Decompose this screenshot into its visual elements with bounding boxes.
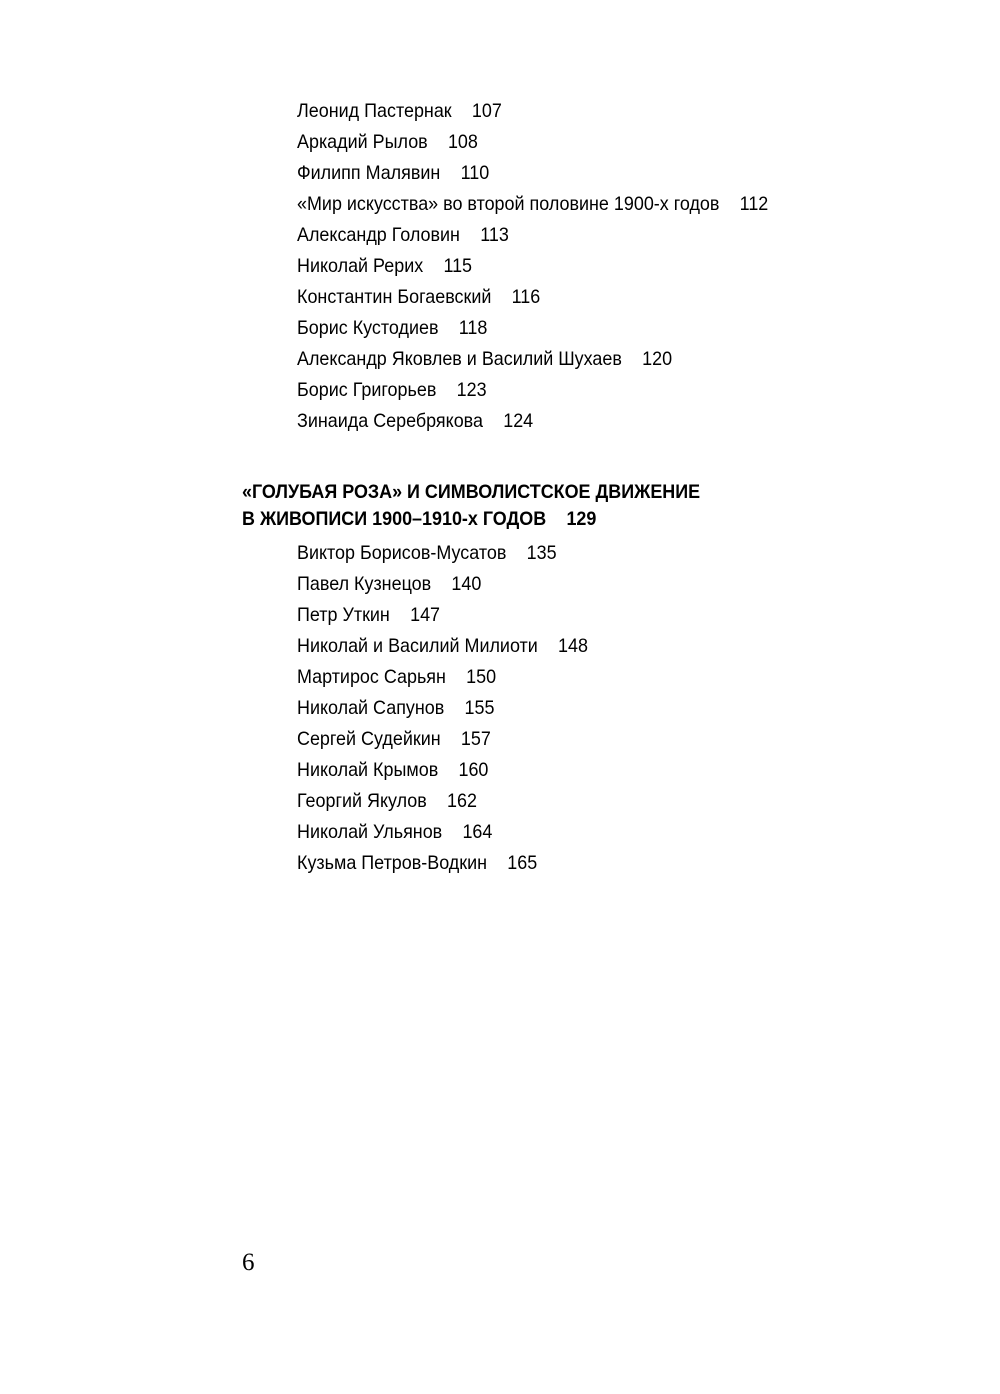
toc-entry-page: 164 [462, 821, 493, 843]
toc-entry [297, 127, 768, 158]
toc-entry-title: Николай и Василий Милиоти [297, 635, 538, 657]
toc-entry-page: 116 [511, 286, 541, 308]
toc-entry-page: 147 [410, 604, 441, 626]
toc-entry-page: 113 [480, 224, 509, 246]
toc-entry-page: 135 [526, 542, 557, 564]
toc-entry-page: 120 [642, 348, 673, 370]
toc-entry-title: Георгий Якулов [297, 790, 427, 812]
toc-entry-title: Николай Рерих [297, 255, 424, 277]
toc-list-artists-2 [297, 538, 613, 879]
toc-entry-title: Виктор Борисов-Мусатов [297, 542, 507, 564]
section-heading-page: 129 [566, 508, 597, 530]
toc-entry-title: Александр Головин [297, 224, 460, 246]
toc-entry [297, 189, 768, 220]
toc-entry-page: 155 [464, 697, 495, 719]
toc-entry-title: Николай Сапунов [297, 697, 445, 719]
toc-entry-title: Мартирос Сарьян [297, 666, 446, 688]
toc-entry-page: 107 [471, 100, 502, 122]
toc-entry [297, 251, 768, 282]
toc-entry-page: 160 [458, 759, 489, 781]
toc-entry [297, 786, 588, 817]
toc-entry-page: 118 [458, 317, 488, 339]
toc-entry-title: Николай Крымов [297, 759, 439, 781]
section-heading-line-2: В ЖИВОПИСИ 1900–1910-х ГОДОВ [242, 508, 547, 530]
toc-entry-title: Зинаида Серебрякова [297, 410, 483, 432]
toc-entry-title: Сергей Судейкин [297, 728, 441, 750]
toc-entry [297, 569, 588, 600]
toc-entry-page: 140 [451, 573, 482, 595]
toc-entry-page: 157 [460, 728, 491, 750]
toc-entry-title: Константин Богаевский [297, 286, 492, 308]
toc-entry-page: 165 [507, 852, 538, 874]
toc-entry [297, 406, 768, 437]
toc-entry-page: 148 [558, 635, 588, 657]
toc-entry-title: Павел Кузнецов [297, 573, 432, 595]
toc-entry-title: Петр Уткин [297, 604, 390, 626]
toc-entry-page: 123 [456, 379, 487, 401]
page-number: 6 [242, 1249, 255, 1276]
toc-entry-title: Борис Кустодиев [297, 317, 439, 339]
toc-entry [297, 848, 588, 879]
toc-entry-page: 112 [739, 193, 769, 215]
toc-entry [297, 220, 768, 251]
toc-entry [297, 662, 588, 693]
toc-list-artists-1 [297, 96, 809, 437]
toc-entry-title: Борис Григорьев [297, 379, 437, 401]
toc-entry-page: 150 [466, 666, 497, 688]
toc-entry-title: Филипп Малявин [297, 162, 441, 184]
toc-entry-page: 115 [443, 255, 473, 277]
toc-entry-title: Николай Ульянов [297, 821, 443, 843]
toc-entry [297, 817, 588, 848]
toc-entry-title: Леонид Пастернак [297, 100, 452, 122]
toc-entry [297, 282, 768, 313]
section-heading-line-1: «ГОЛУБАЯ РОЗА» И СИМВОЛИСТСКОЕ ДВИЖЕНИЕ [242, 481, 701, 503]
toc-entry-title: Александр Яковлев и Василий Шухаев [297, 348, 622, 370]
toc-entry [297, 375, 768, 406]
toc-entry [297, 631, 588, 662]
toc-entry-page: 110 [460, 162, 490, 184]
toc-entry [297, 600, 588, 631]
toc-entry-page: 124 [503, 410, 534, 432]
toc-entry-title: Кузьма Петров-Водкин [297, 852, 488, 874]
section-heading [242, 479, 700, 533]
toc-entry [297, 96, 768, 127]
toc-entry-page: 162 [447, 790, 477, 812]
toc-entry [297, 344, 768, 375]
toc-entry [297, 724, 588, 755]
toc-entry-page: 108 [447, 131, 478, 153]
toc-entry [297, 538, 588, 569]
toc-entry [297, 313, 768, 344]
toc-entry-title: Аркадий Рылов [297, 131, 428, 153]
toc-entry [297, 755, 588, 786]
toc-entry [297, 158, 768, 189]
toc-entry-title: «Мир искусства» во второй половине 1900-х годов [297, 193, 720, 215]
toc-entry [297, 693, 588, 724]
